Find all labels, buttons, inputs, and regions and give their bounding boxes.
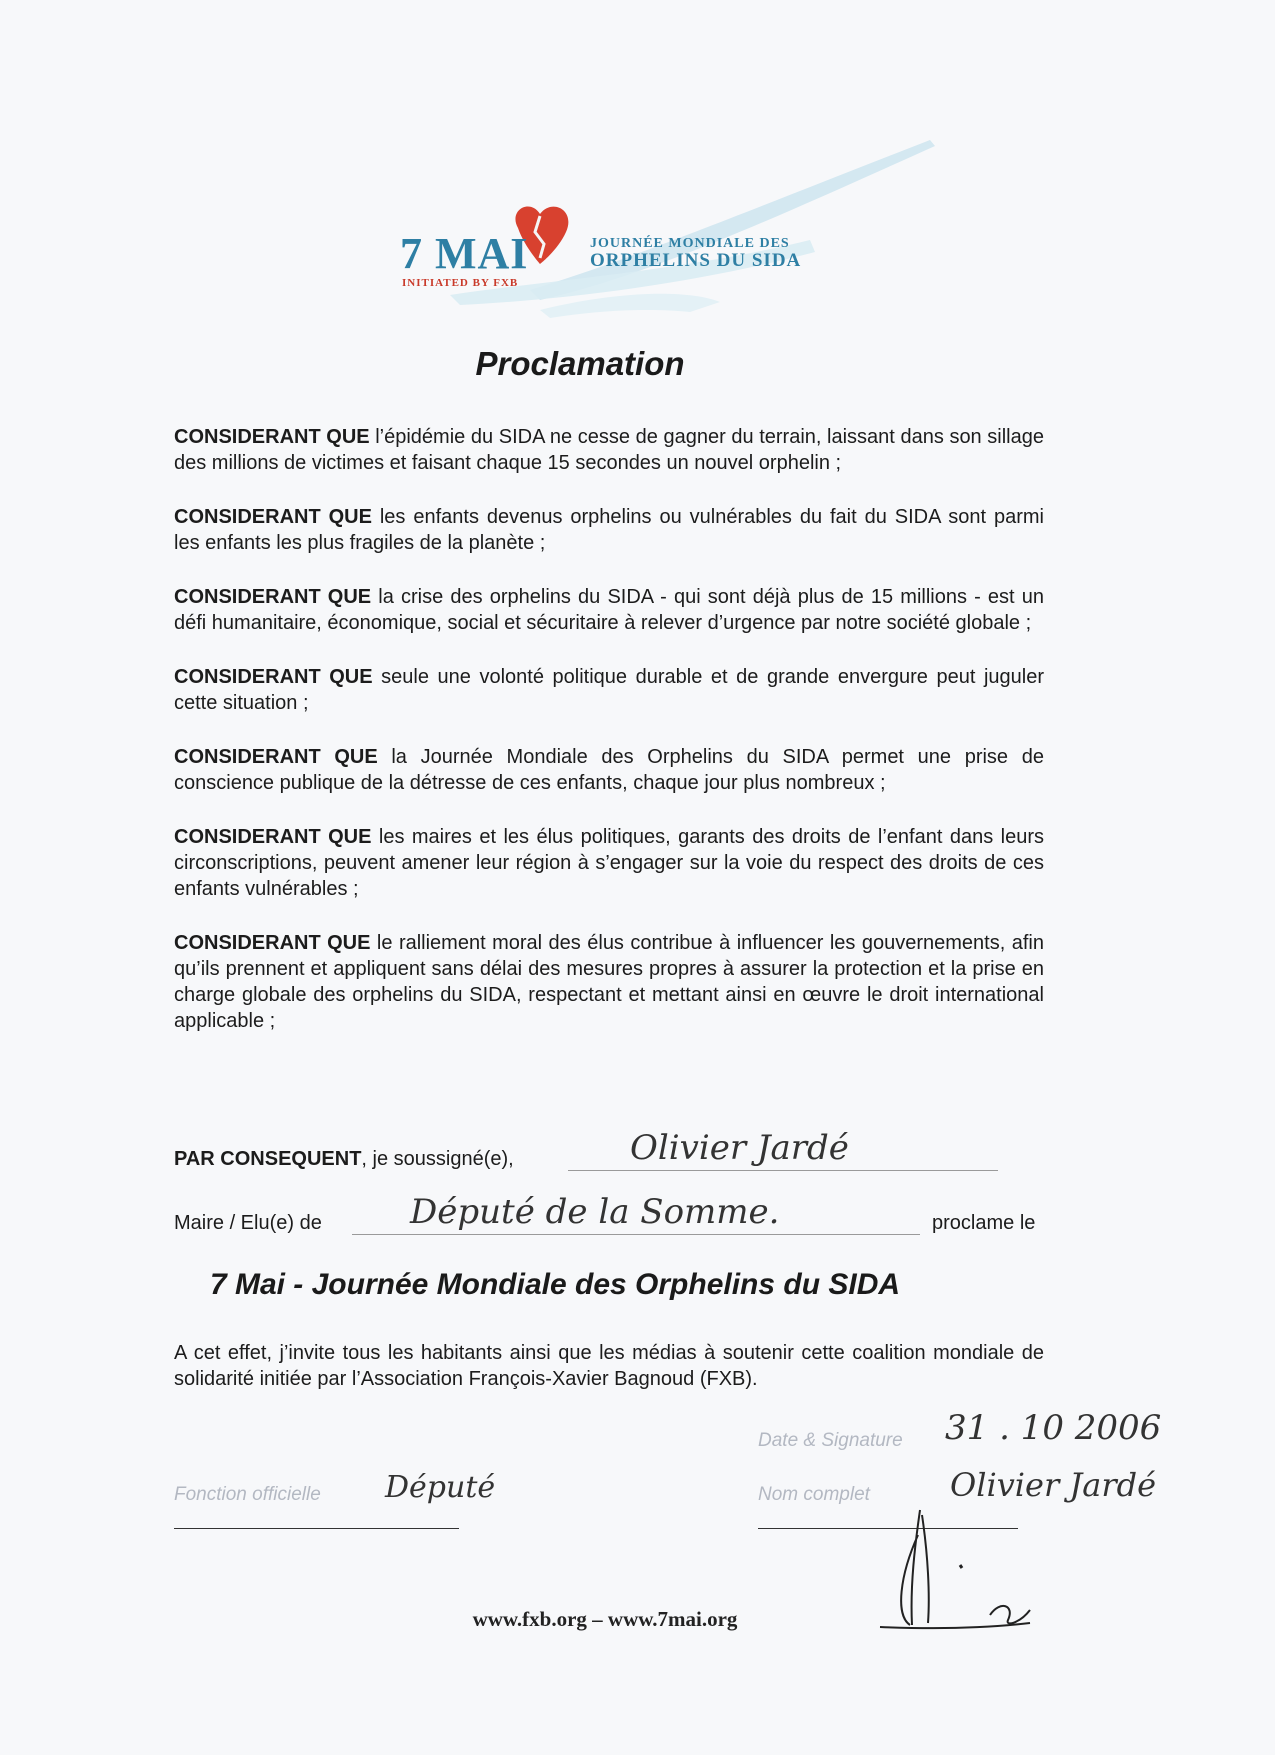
clause-lead: CONSIDERANT QUE	[174, 506, 372, 528]
logo-line1: JOURNÉE MONDIALE DES	[590, 236, 790, 251]
clause	[174, 744, 1044, 796]
event-title: 7 Mai - Journée Mondiale des Orphelins du SIDA	[209, 1268, 901, 1301]
clause-text: les maires et les élus politiques, garants des droits de l’enfant dans leurs circonscriptions, peuvent amener leur région à s’engager sur la voie du respect des droits de ces enfants vulnérables ;	[174, 826, 1044, 900]
maire-label: Maire / Elu(e) de	[174, 1212, 322, 1234]
clause-lead: CONSIDERANT QUE	[174, 746, 378, 768]
clause-text: les enfants devenus orphelins ou vulnérables du fait du SIDA sont parmi les enfants les plus fragiles de la planète ;	[174, 506, 1044, 554]
clause	[174, 824, 1044, 902]
clause	[174, 584, 1044, 636]
clause-lead: CONSIDERANT QUE	[174, 826, 372, 848]
page-title: Proclamation	[475, 345, 685, 382]
fonction-field-line[interactable]	[174, 1528, 459, 1529]
nom-label: Nom complet	[758, 1484, 870, 1505]
clause	[174, 664, 1044, 716]
handwritten-commune: Député de la Somme.	[410, 1192, 780, 1232]
footer-urls: www.fxb.org – www.7mai.org	[472, 1607, 738, 1631]
clause-text: le ralliement moral des élus contribue à influencer les gouvernements, afin qu’ils prennent et appliquent sans délai des mesures propres à assurer la protection et la prise en charge globale des orphelins du SIDA, respectant et mettant ainsi en œuvre le droit international applicable ;	[174, 932, 1044, 1032]
clause	[174, 504, 1044, 556]
logo-main-text: 7 MAI	[400, 229, 529, 278]
logo-line2: ORPHELINS DU SIDA	[590, 250, 802, 271]
fonction-label: Fonction officielle	[174, 1484, 321, 1505]
logo-initiated: INITIATED BY FXB	[402, 277, 519, 289]
clause-text: la Journée Mondiale des Orphelins du SIDA permet une prise de conscience publique de la détresse de ces enfants, chaque jour plus nombreux ;	[174, 746, 1044, 794]
proclame-suffix: proclame le	[932, 1212, 1036, 1234]
consequent-text: , je soussigné(e),	[361, 1148, 514, 1170]
handwritten-name: Olivier Jardé	[630, 1128, 849, 1168]
clauses-list	[174, 424, 1044, 1062]
handwritten-fonction: Député	[385, 1470, 496, 1505]
handwritten-nom: Olivier Jardé	[950, 1466, 1157, 1504]
logo-7mai	[390, 140, 950, 320]
consequent-row	[174, 1148, 514, 1171]
clause-lead: CONSIDERANT QUE	[174, 932, 371, 954]
name-field-line[interactable]	[568, 1170, 998, 1171]
clause-text: l’épidémie du SIDA ne cesse de gagner du terrain, laissant dans son sillage des millions de victimes et faisant chaque 15 secondes un nouvel orphelin ;	[174, 426, 1044, 474]
clause-lead: CONSIDERANT QUE	[174, 666, 373, 688]
clause-text: seule une volonté politique durable et de grande envergure peut juguler cette situation ;	[174, 666, 1044, 714]
handwritten-date: 31 . 10 2006	[945, 1408, 1162, 1448]
commune-field-line[interactable]	[352, 1234, 920, 1235]
clause-lead: CONSIDERANT QUE	[174, 426, 370, 448]
clause	[174, 424, 1044, 476]
clause-lead: CONSIDERANT QUE	[174, 586, 372, 608]
consequent-lead: PAR CONSEQUENT	[174, 1148, 362, 1170]
closing-paragraph: A cet effet, j’invite tous les habitants ainsi que les médias à soutenir cette coalition mondiale de solidarité initiée par l’Association François-Xavier Bagnoud (FXB).	[174, 1342, 1044, 1390]
date-signature-label: Date & Signature	[758, 1430, 903, 1451]
clause-text: la crise des orphelins du SIDA - qui sont déjà plus de 15 millions - est un défi humanitaire, économique, social et sécuritaire à relever d’urgence par notre société globale ;	[174, 586, 1044, 634]
clause	[174, 930, 1044, 1034]
